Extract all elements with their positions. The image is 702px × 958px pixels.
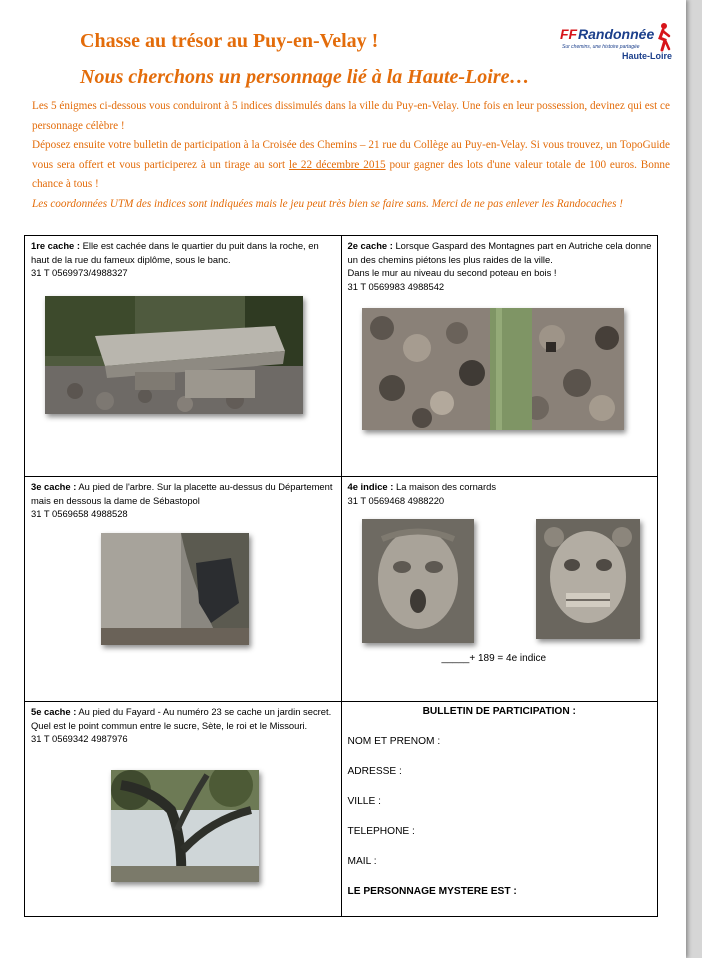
cache-5-cell [25,702,342,917]
address-field-label: ADRESSE : [347,766,402,777]
cache-1-cell [25,236,342,477]
cache-4-text: La maison des cornards [393,481,497,492]
cache-3-text: Au pied de l'arbre. Sur la placette au-dessus du Département mais en dessous la dame de Sébastopol [31,481,333,506]
cache-1-label: 1re cache : [31,240,80,251]
cache-2-text-2: Dans le mur au niveau du second poteau en bois ! [347,267,557,278]
intro-block [32,97,670,214]
cornard-mask-photo-1 [362,519,474,643]
tree-base-photo [101,533,249,645]
page-subtitle: Nous cherchons un personnage lié à la Haute-Loire… [80,66,530,88]
cache-2-coords: 31 T 0569983 4988542 [347,280,445,292]
hiker-figure-icon [654,22,672,52]
city-field-label: VILLE : [347,796,381,807]
cache-2-text: Lorsque Gaspard des Montagnes part en Autriche cela donne un des chemins piétons les plus raides de la ville. [347,240,652,265]
cache-2-label: 2e cache : [347,240,393,251]
cache-5-text: Au pied du Fayard - Au numéro 23 se cache un jardin secret. Quel est le point commun entre le sucre, Sète, le roi et le Missouri. [31,706,332,731]
intro-p2-text-end: pour gagner des lots d'une valeur totale de 100 euros. Bonne chance à tous ! [32,158,670,190]
draw-date: le 22 décembre 2015 [288,158,386,171]
ffrandonnee-logo [560,22,672,66]
cache-1-coords: 31 T 0569973/4988327 [31,267,128,278]
cache-2-cell [341,236,657,477]
intro-paragraph-1: Les 5 énigmes ci-dessous vous conduiront à 5 indices dissimulés dans la ville du Puy-en-Velay. Une fois en leur possession, devinez qui est ce personnage célèbre ! [32,100,670,132]
cornard-mask-photo-2 [536,519,640,639]
logo-region: Haute-Loire [622,51,673,61]
name-field-label: NOM ET PRENOM : [347,736,441,747]
bulletin-cell [341,702,657,917]
cache-5-label: 5e cache : [31,706,77,717]
logo-tagline: Sur chemins, une histoire partagée [562,44,640,50]
cache-4-coords: 31 T 0569468 4988220 [347,494,445,506]
fourth-clue-formula: _____+ 189 = 4e indice [441,653,547,664]
cache-4-cell [341,477,657,702]
logo-rando-text: Randonnée [578,26,655,42]
cache-5-coords: 31 T 0569342 4987976 [31,733,128,744]
phone-field-label: TELEPHONE : [347,826,415,837]
mail-field-label: MAIL : [347,856,377,867]
caches-table [24,235,658,917]
intro-paragraph-3: Les coordonnées UTM des indices sont indiquées mais le jeu peut très bien se faire sans. Merci de ne pas enlever les Randocaches ! [32,197,623,210]
cache-4-label: 4e indice : [347,481,394,492]
logo-ff-text: FF [560,26,578,42]
beech-tree-photo [111,770,259,882]
cache-3-coords: 31 T 0569658 4988528 [31,508,128,519]
cache-3-cell [25,477,342,702]
stone-wall-photo [362,308,624,430]
bench-photo [45,296,303,414]
page-title: Chasse au trésor au Puy-en-Velay ! [80,30,379,52]
cache-1-text: Elle est cachée dans le quartier du puit dans la roche, en haut de la rue du fameux diplôme, sous le banc. [31,240,319,265]
intro-paragraph-2 [32,136,670,195]
bulletin-title: BULLETIN DE PARTICIPATION : [422,706,576,717]
cache-3-label: 3e cache : [31,481,77,492]
mystery-character-label: LE PERSONNAGE MYSTERE EST : [347,886,517,897]
intro-p2-text: Déposez ensuite votre bulletin de participation à la Croisée des Chemins – 21 rue du Collège au Puy-en-Velay. Si vous trouvez, un TopoGuide vous sera offert et vous participerez à un tirage au sort [32,139,670,171]
